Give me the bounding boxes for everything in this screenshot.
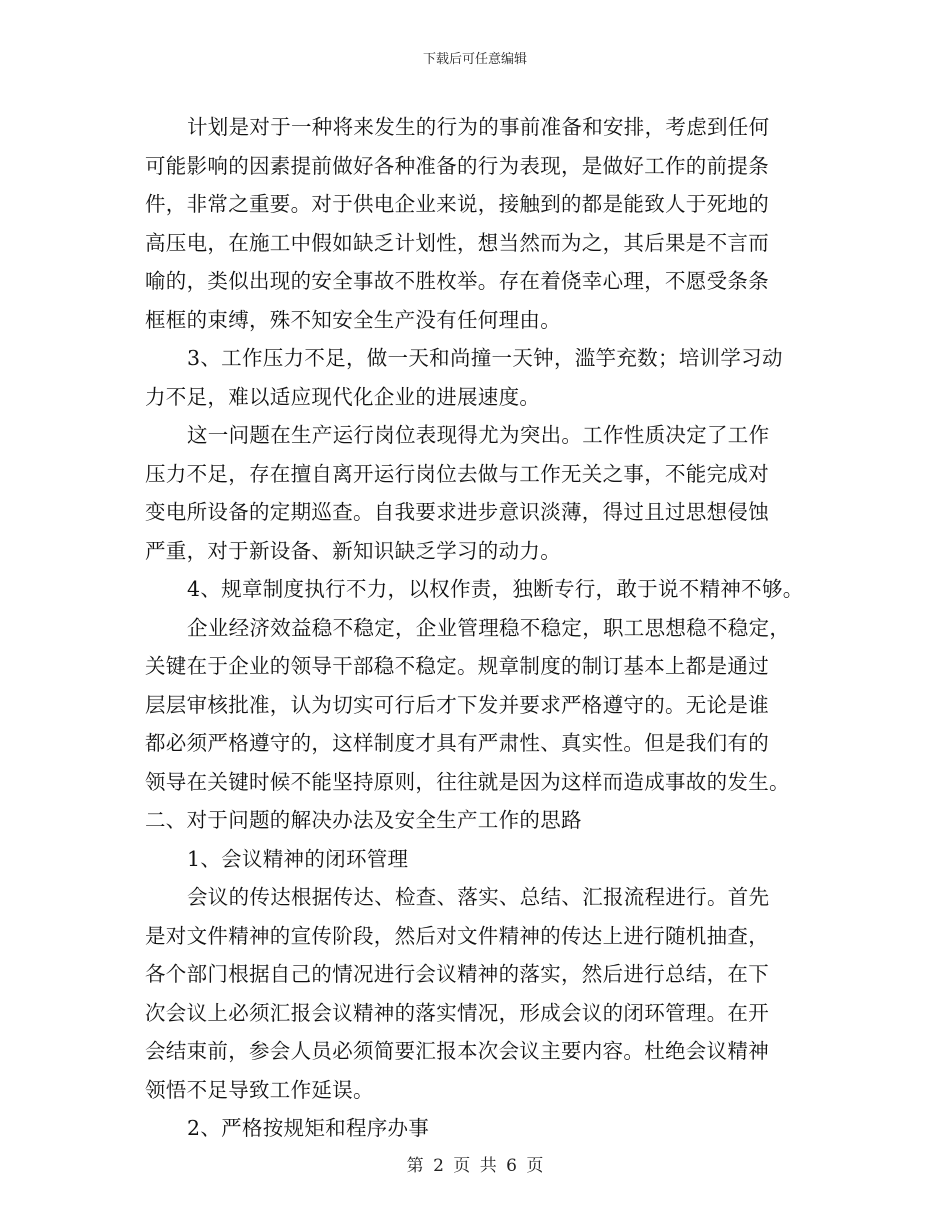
paragraph-line: 会议的传达根据传达、检查、落实、总结、汇报流程进行。首先 — [187, 885, 770, 909]
section-heading: 1、会议精神的闭环管理 — [187, 846, 409, 871]
paragraph-line: 计划是对于一种将来发生的行为的事前准备和安排，考虑到任何 — [187, 115, 770, 139]
paragraph-line: 件，非常之重要。对于供电企业来说，接触到的都是能致人于死地的 — [145, 192, 769, 216]
paragraph-line: 各个部门根据自己的情况进行会议精神的落实，然后进行总结，在下 — [145, 962, 769, 986]
section-heading: 3、工作压力不足，做一天和尚撞一天钟，滥竽充数；培训学习动 — [187, 346, 783, 370]
paragraph-line: 企业经济效益稳不稳定，企业管理稳不稳定，职工思想稳不稳定， — [187, 615, 791, 640]
paragraph-line: 领悟不足导致工作延误。 — [145, 1077, 374, 1102]
paragraph-line: 领导在关键时候不能坚持原则，往往就是因为这样而造成事故的发生。 — [145, 769, 790, 794]
paragraph-line: 都必须严格遵守的，这样制度才具有严肃性、真实性。但是我们有的 — [145, 731, 769, 755]
paragraph-line: 会结束前，参会人员必须简要汇报本次会议主要内容。杜绝会议精神 — [145, 1039, 769, 1063]
paragraph-line: 这一问题在生产运行岗位表现得尤为突出。工作性质决定了工作 — [187, 423, 770, 447]
paragraph-line: 层层审核批准，认为切实可行后才下发并要求严格遵守的。无论是谁 — [145, 692, 769, 717]
page-number: 第 2 页 共 6 页 — [406, 1156, 544, 1176]
paragraph-line: 变电所设备的定期巡查。自我要求进步意识淡薄，得过且过思想侵蚀 — [145, 500, 769, 524]
page-header: 下载后可任意编辑 — [422, 52, 527, 67]
paragraph-line: 框框的束缚，殊不知安全生产没有任何理由。 — [145, 307, 561, 332]
section-heading: 4、规章制度执行不力，以权作责，独断专行，敢于说不精神不够。 — [187, 577, 804, 601]
paragraph-line: 是对文件精神的宣传阶段，然后对文件精神的传达上进行随机抽查， — [145, 923, 769, 948]
paragraph-line: 可能影响的因素提前做好各种准备的行为表现，是做好工作的前提条 — [145, 153, 769, 178]
document-body — [145, 108, 825, 1148]
paragraph-line: 高压电，在施工中假如缺乏计划性，想当然而为之，其后果是不言而 — [145, 230, 769, 255]
paragraph-line: 次会议上必须汇报会议精神的落实情况，形成会议的闭环管理。在开 — [145, 1000, 769, 1025]
section-heading: 力不足，难以适应现代化企业的进展速度。 — [145, 384, 541, 409]
paragraph-line: 严重，对于新设备、新知识缺乏学习的动力。 — [145, 538, 561, 563]
paragraph-line: 压力不足，存在擅自离开运行岗位去做与工作无关之事，不能完成对 — [145, 461, 769, 486]
section-heading: 2、严格按规矩和程序办事 — [187, 1116, 430, 1140]
paragraph-line: 关键在于企业的领导干部稳不稳定。规章制度的制订基本上都是通过 — [145, 654, 769, 678]
paragraph-line: 喻的，类似出现的安全事故不胜枚举。存在着侥幸心理，不愿受条条 — [145, 269, 769, 293]
chapter-heading: 二、对于问题的解决办法及安全生产工作的思路 — [145, 808, 582, 832]
